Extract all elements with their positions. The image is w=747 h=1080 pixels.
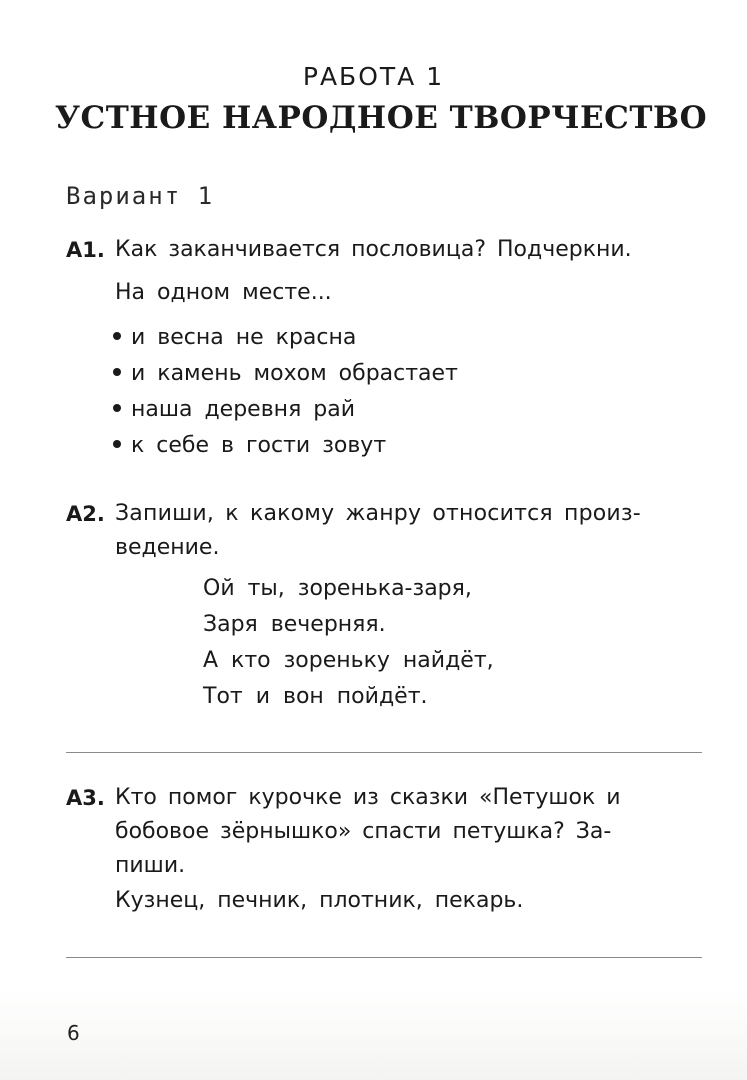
poem-line: А кто зореньку найдёт, xyxy=(203,648,494,673)
task-question-line: Запиши, к какому жанру относится произ- xyxy=(115,501,641,526)
task-number: А1. xyxy=(66,238,105,262)
option-item[interactable] xyxy=(113,325,356,350)
option-label: и весна не красна xyxy=(131,325,357,350)
work-subtitle: УСТНОЕ НАРОДНОЕ ТВОРЧЕСТВО xyxy=(54,100,708,136)
answer-options-text: Кузнец, печник, плотник, пекарь. xyxy=(115,888,524,913)
task-lead-text: На одном месте... xyxy=(115,280,332,305)
bullet-icon xyxy=(113,332,121,340)
task-a2 xyxy=(66,497,706,569)
task-question-line: ведение. xyxy=(115,535,220,560)
work-title: РАБОТА 1 xyxy=(302,62,445,91)
bullet-icon xyxy=(113,368,121,376)
task-question-line: Кто помог курочке из сказки «Петушок и xyxy=(115,785,621,810)
answer-line[interactable] xyxy=(66,957,702,958)
task-number: А2. xyxy=(66,502,105,526)
task-question-line: бобовое зёрнышко» спасти петушка? За- xyxy=(115,819,612,844)
option-item[interactable] xyxy=(113,433,386,458)
page-number: 6 xyxy=(67,1021,80,1045)
task-question-line: пиши. xyxy=(115,853,186,878)
variant-label: Вариант 1 xyxy=(66,182,215,210)
bullet-icon xyxy=(113,440,121,448)
option-label: и камень мохом обрастает xyxy=(131,361,458,386)
poem-line: Ой ты, зоренька-заря, xyxy=(203,576,472,601)
task-number: А3. xyxy=(66,786,105,810)
poem-line: Тот и вон пойдёт. xyxy=(203,684,428,709)
bullet-icon xyxy=(113,404,121,412)
task-question: Как заканчивается пословица? Подчеркни. xyxy=(115,237,632,262)
poem-line: Заря вечерняя. xyxy=(203,612,386,637)
task-a1 xyxy=(66,233,706,273)
option-label: к себе в гости зовут xyxy=(131,433,387,458)
option-label: наша деревня рай xyxy=(131,397,356,422)
option-item[interactable] xyxy=(113,397,355,422)
task-a3 xyxy=(66,781,706,886)
option-item[interactable] xyxy=(113,361,458,386)
answer-line[interactable] xyxy=(66,752,702,753)
